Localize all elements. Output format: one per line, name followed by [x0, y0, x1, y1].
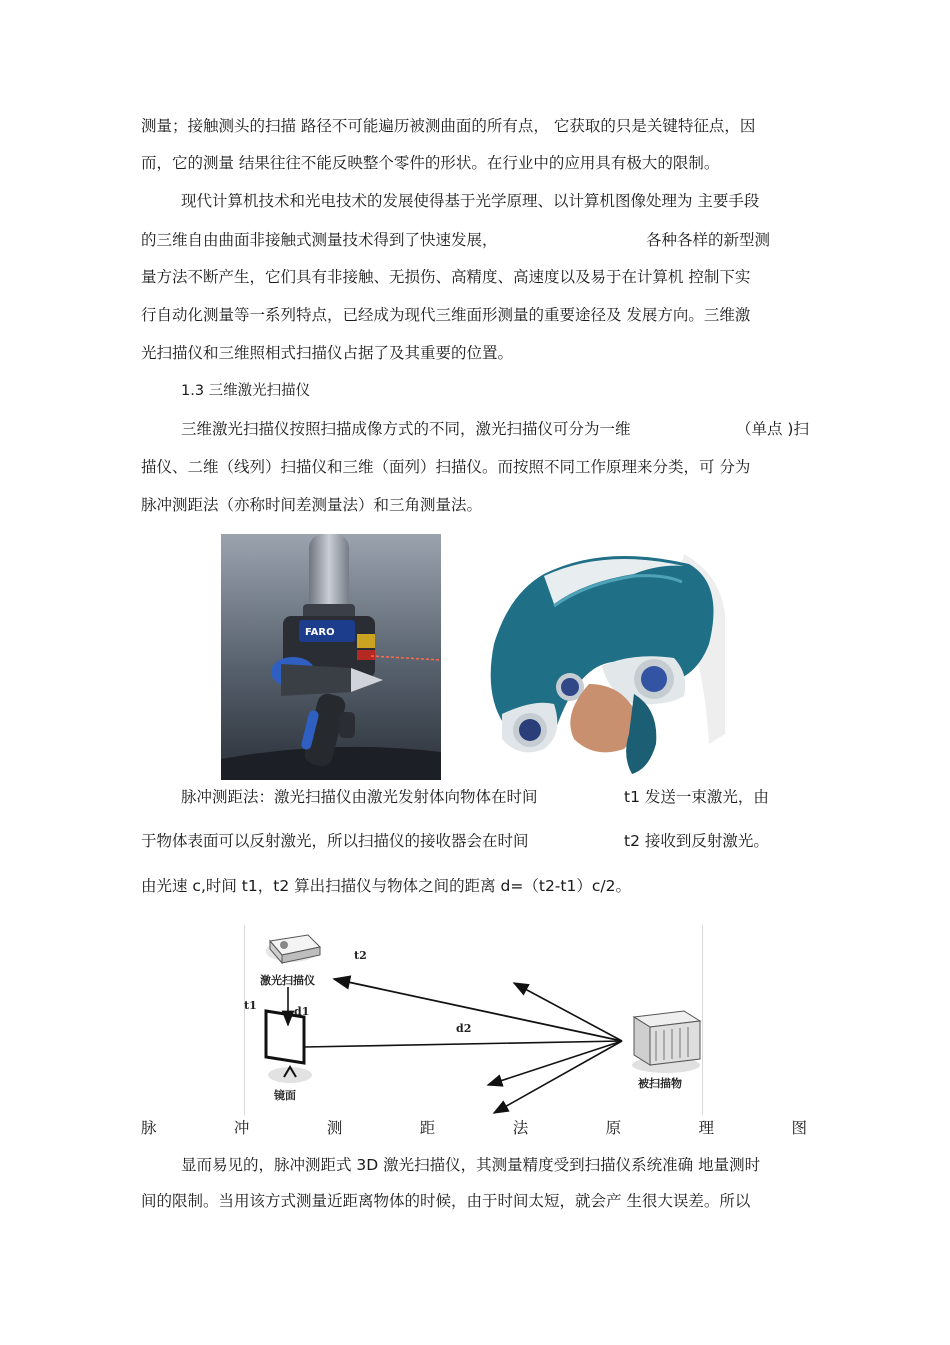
caption-char: 图: [791, 1119, 807, 1137]
paragraph-line: 光扫描仪和三维照相式扫描仪占据了及其重要的位置。: [141, 344, 514, 362]
caption-char: 测: [326, 1119, 343, 1137]
paragraph-line: 的三维自由曲面非接触式测量技术得到了快速发展，: [141, 231, 498, 249]
t2-label: t2: [354, 949, 367, 962]
caption-char: 法: [512, 1119, 529, 1137]
caption-char: 脉: [141, 1119, 157, 1137]
section-heading: 1.3 三维激光扫描仪: [181, 383, 311, 399]
scanner-label: 激光扫描仪: [260, 974, 315, 987]
paragraph-line: 测量；接触测头的扫描 路径不可能遍历被测曲面的所有点， 它获取的只是关键特征点，因: [141, 117, 756, 135]
paragraph-line: 于物体表面可以反射激光，所以扫描仪的接收器会在时间: [141, 832, 529, 850]
caption-char: 理: [698, 1119, 715, 1137]
mirror-label: 镜面: [274, 1089, 296, 1102]
d1-label: d1: [294, 1005, 310, 1018]
handheld-scanner-photo: [484, 534, 725, 779]
svg-text:FARO: FARO: [305, 627, 335, 638]
caption-char: 距: [419, 1119, 436, 1137]
paragraph-line: 量方法不断产生，它们具有非接触、无损伤、高精度、高速度以及易于在计算机 控制下实: [141, 268, 751, 286]
figure-caption: [141, 1117, 807, 1139]
scanned-object-icon: [632, 1011, 700, 1073]
paragraph-line: 各种各样的新型测: [646, 231, 771, 249]
paragraph-line: 而，它的测量 结果往往不能反映整个零件的形状。在行业中的应用具有极大的限制。: [141, 154, 720, 172]
laser-scanner-icon: [266, 935, 320, 963]
paragraph-line: 现代计算机技术和光电技术的发展使得基于光学原理、以计算机图像处理为 主要手段: [181, 192, 760, 210]
pulse-ranging-diagram: [244, 925, 704, 1115]
caption-char: 冲: [233, 1119, 250, 1137]
t1-label: t1: [244, 999, 257, 1012]
paragraph-line: 由光速 c,时间 t1，t2 算出扫描仪与物体之间的距离 d=（t2-t1）c/2。: [141, 877, 631, 895]
paragraph-line: 描仪、二维（线列）扫描仪和三维（面列）扫描仪。而按照不同工作原理来分类，可 分为: [141, 458, 751, 476]
paragraph-line: 间的限制。当用该方式测量近距离物体的时候，由于时间太短，就会产 生很大误差。所以: [141, 1192, 751, 1210]
paragraph-line: 脉冲测距法：激光扫描仪由激光发射体向物体在时间: [181, 788, 538, 806]
paragraph-line: 行自动化测量等一系列特点，已经成为现代三维面形测量的重要途径及 发展方向。三维激: [141, 306, 751, 324]
faro-scanner-photo: [221, 534, 441, 780]
caption-char: 原: [605, 1119, 622, 1137]
paragraph-line: t2 接收到反射激光。: [624, 832, 769, 850]
paragraph-line: t1 发送一束激光，由: [624, 788, 769, 806]
object-label: 被扫描物: [638, 1077, 682, 1090]
paragraph-line: 显而易见的，脉冲测距式 3D 激光扫描仪，其测量精度受到扫描仪系统准确 地量测时: [181, 1156, 761, 1174]
paragraph-line: 三维激光扫描仪按照扫描成像方式的不同，激光扫描仪可分为一维: [181, 420, 631, 438]
d2-label: d2: [456, 1022, 472, 1035]
paragraph-line: 脉冲测距法（亦称时间差测量法）和三角测量法。: [141, 496, 483, 514]
paragraph-line: （单点 )扫: [736, 420, 809, 438]
